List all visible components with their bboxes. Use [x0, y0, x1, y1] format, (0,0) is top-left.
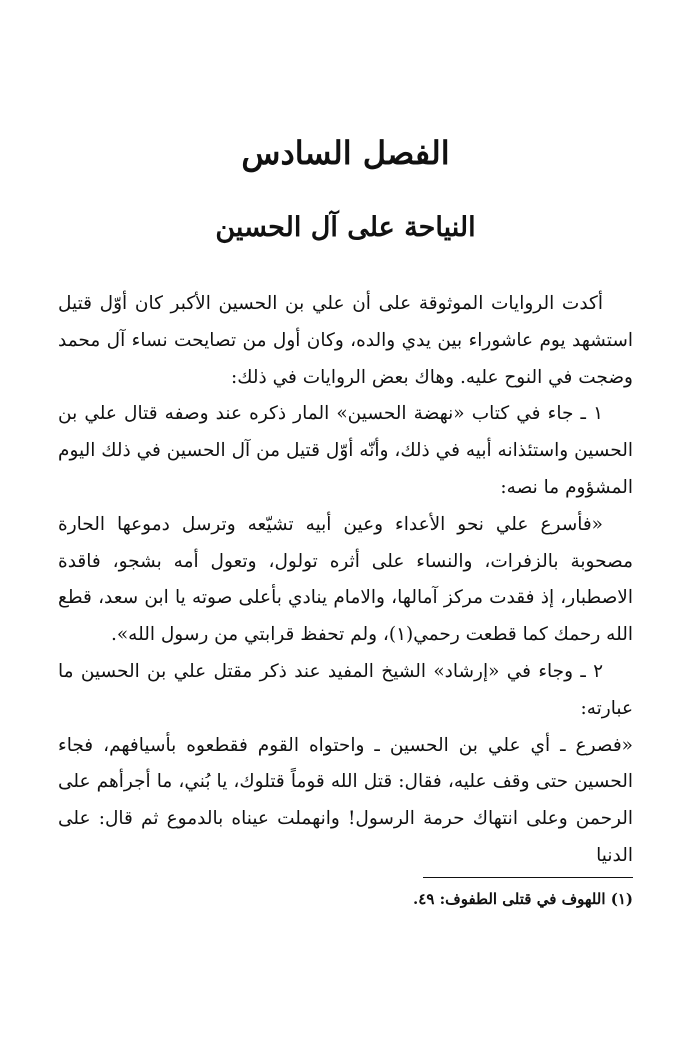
footnote: (١) اللهوف في قتلى الطفوف: ٤٩. — [413, 890, 633, 908]
paragraph-quote-1: «فأسرع علي نحو الأعداء وعين أبيه تشيّعه وترسل دموعها الحارة مصحوبة بالزفرات، والنساء على أثره تولول، وتعول أمه بشجو، فاقدة الاصطبار، إذ فقدت مركز آمالها، والامام ينادي بأعلى صوته يا ابن سعد، قطع الله رحمك كما قطعت رحمي(١)، ولم تحفظ قرابتي من رسول الله». — [58, 513, 633, 646]
paragraph-quote-2: «فصرع ـ أي علي بن الحسين ـ واحتواه القوم فقطعوه بأسيافهم، فجاء الحسين حتى وقف عليه، فقال: قتل الله قوماً قتلوك، يا بُني، ما أجرأهم على الرحمن وعلى انتهاك حرمة الرسول! وانهملت عيناه بالدموع ثم قال: على الدنيا — [58, 734, 633, 866]
paragraph-intro: أكدت الروايات الموثوقة على أن علي بن الحسين الأكبر كان أوّل قتيل استشهد يوم عاشوراء بين يدي والده، وكان أول من تصايحت نساء آل محمد وضجت في النوح عليه. وهاك بعض الروايات في ذلك: — [58, 293, 633, 388]
footnote-divider — [423, 877, 633, 878]
chapter-title: الفصل السادس — [241, 134, 450, 172]
paragraph-item-2: ٢ ـ وجاء في «إرشاد» الشيخ المفيد عند ذكر مقتل علي بن الحسين ما عبارته: — [58, 660, 633, 719]
section-title: النياحة على آل الحسين — [215, 212, 476, 243]
body-text — [58, 286, 633, 875]
paragraph-item-1: ١ ـ جاء في كتاب «نهضة الحسين» المار ذكره عند وصفه قتال علي بن الحسين واستئذانه أبيه في ذلك، وأنّه أوّل قتيل من آل الحسين في ذلك اليوم المشؤوم ما نصه: — [58, 403, 633, 498]
